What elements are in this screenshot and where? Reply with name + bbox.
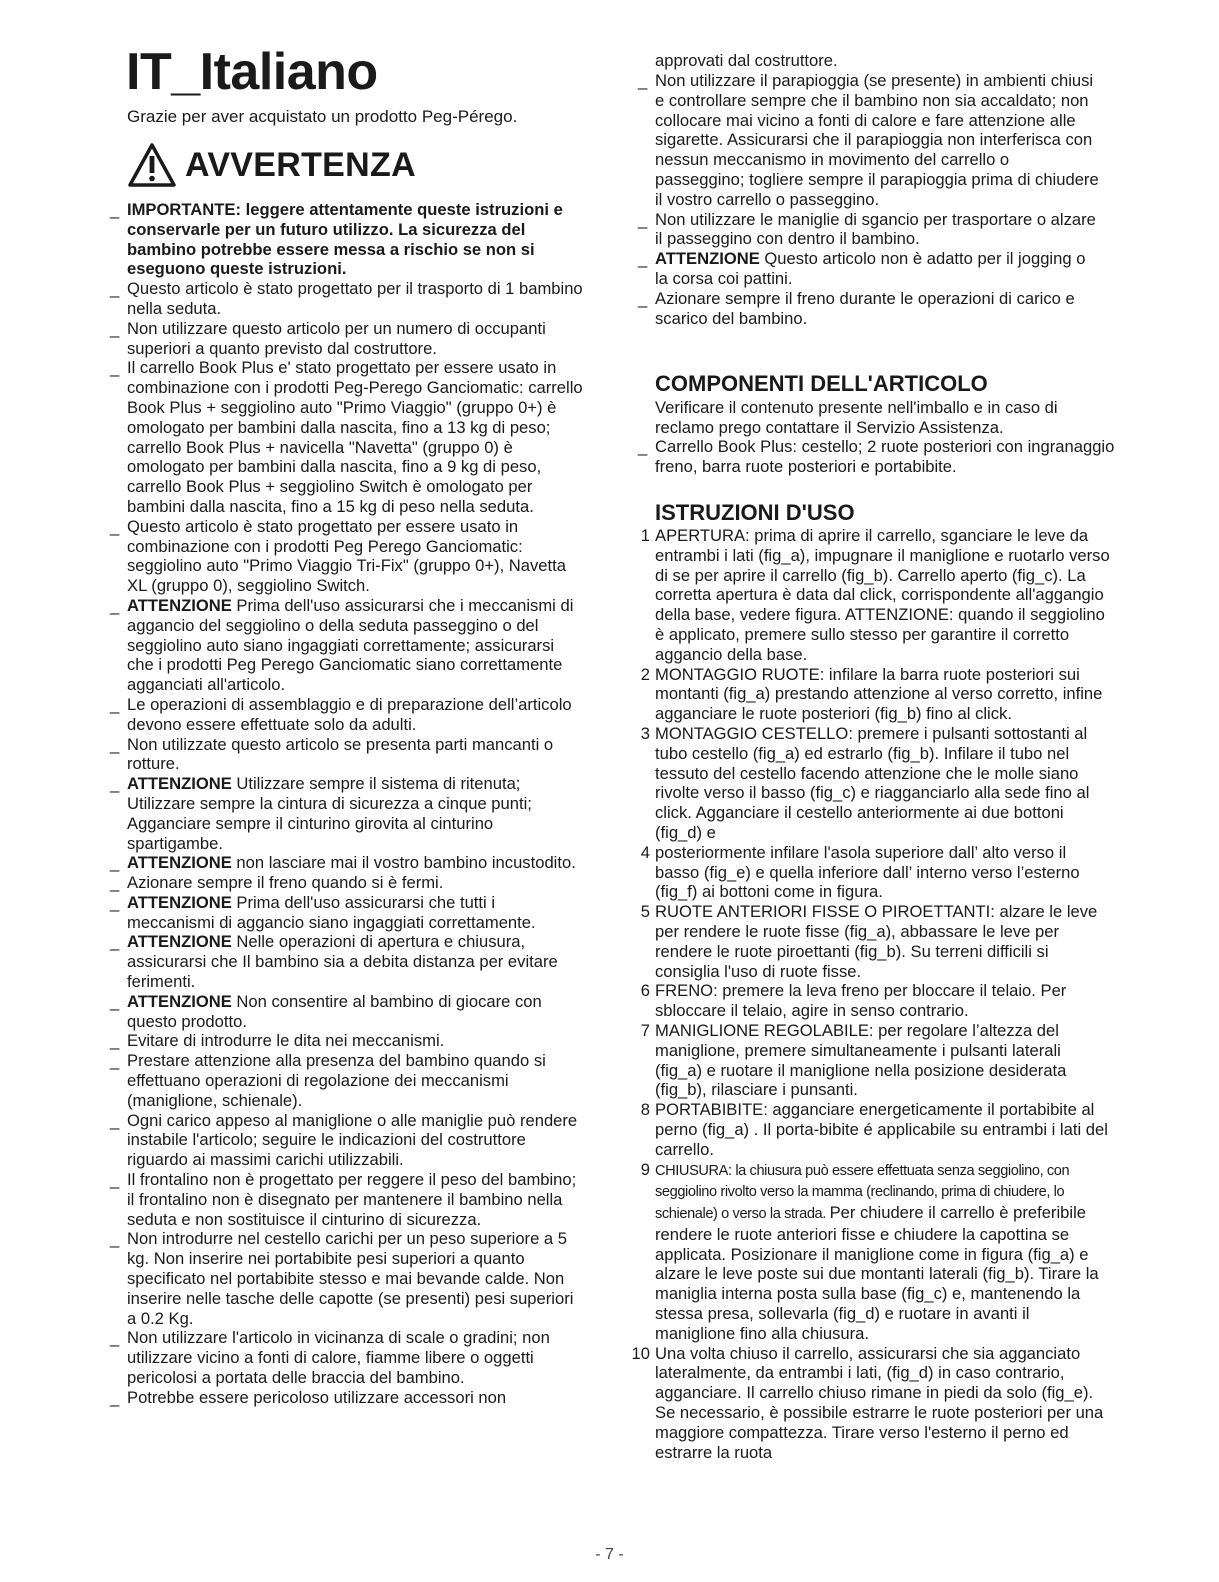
list-item bbox=[638, 437, 1118, 477]
list-item bbox=[110, 1328, 584, 1387]
step-number: 8 bbox=[640, 1100, 650, 1120]
list-item bbox=[110, 853, 584, 873]
step-number: 3 bbox=[640, 723, 650, 743]
step-text: APERTURA: prima di aprire il carrello, sganciare le leve da entrambi i lati (fig_a), impugnare il maniglione e ruotarlo verso di se per aprire il carrello (fig_b). Carrello aperto (fig_c). La corretta apertura è data dal click, corrispondente all'aggangio della base, vedere figura. ATTENZIONE: quando il seggiolino è applicato, premere sullo stesso per garantire il corretto aggancio della base. bbox=[655, 526, 1110, 664]
list-item-lead: ATTENZIONE bbox=[127, 853, 232, 873]
list-item bbox=[638, 249, 1100, 289]
continuation-text: approvati dal costruttore. bbox=[655, 51, 838, 70]
list-item-text: Non utilizzare il parapioggia (se presente) in ambienti chiusi e controllare sempre che il bambino non sia accaldato; non collocare mai vicino a fonti di calore e fare attenzione alle sigarette. Assicurarsi che il parapioggia non interferisca con nessun meccanismo in movimento del carrello o passeggino; togliere sempre il parapioggia prima di chiudere il vostro carrello o passeggino. bbox=[655, 71, 1099, 209]
list-item-text: Ogni carico appeso al maniglione o alle maniglie può rendere instabile l'articolo; seguire le indicazioni del costruttore riguardo ai massimi carichi utilizzabili. bbox=[127, 1110, 578, 1170]
list-item-text: Non introdurre nel cestello carichi per un peso superiore a 5 kg. Non inserire nei portabibite pesi superiori a quanto specificato nel portabibite stesso e mai bevande calde. Non inserire nelle tasche delle capotte (se presenti) pesi superiori a 0.2 Kg. bbox=[127, 1229, 574, 1328]
bullet-dash: _ bbox=[110, 1110, 120, 1130]
bullet-dash: _ bbox=[110, 358, 120, 378]
instruction-step bbox=[620, 1160, 1112, 1344]
components-intro: Verificare il contenuto presente nell'imballo e in caso di reclamo prego contattare il Servizio Assistenza. bbox=[655, 398, 1058, 437]
list-item bbox=[110, 1111, 584, 1170]
bullet-dash: _ bbox=[110, 1031, 120, 1051]
step-number: 10 bbox=[631, 1343, 650, 1363]
components-list bbox=[638, 437, 1118, 477]
bullet-dash: _ bbox=[110, 734, 120, 754]
warning-title: AVVERTENZA bbox=[185, 145, 416, 184]
step-number: 9 bbox=[640, 1159, 650, 1179]
list-item bbox=[638, 210, 1100, 250]
list-item bbox=[110, 1170, 584, 1229]
bullet-dash: _ bbox=[110, 873, 120, 893]
list-item-text: Non utilizzare questo articolo per un numero di occupanti superiori a quanto previsto dal costruttore. bbox=[127, 318, 546, 358]
list-item bbox=[110, 1388, 584, 1408]
list-item-text: Questo articolo è stato progettato per il trasporto di 1 bambino nella seduta. bbox=[127, 279, 583, 318]
bullet-dash: _ bbox=[110, 1229, 120, 1249]
list-item-text: Le operazioni di assemblaggio e di preparazione dell’articolo devono essere effettuate solo da adulti. bbox=[127, 694, 572, 734]
step-number: 7 bbox=[640, 1020, 650, 1040]
list-item-text: Prestare attenzione alla presenza del bambino quando si effettuano operazioni di regolazione dei meccanismi (maniglione, schienale). bbox=[127, 1051, 546, 1110]
step-number: 5 bbox=[640, 902, 650, 922]
step-text: RUOTE ANTERIORI FISSE O PIROETTANTI: alzare le leve per rendere le ruote fisse (fig_a), abbassare le leve per rendere le ruote piroettanti (fig_b). Su terreni difficili si consiglia l'uso di ruote fisse. bbox=[655, 902, 1098, 981]
bullet-dash: _ bbox=[110, 279, 120, 299]
list-item-lead: ATTENZIONE bbox=[127, 774, 232, 794]
warning-list-left bbox=[110, 200, 584, 1408]
bullet-dash: _ bbox=[110, 1170, 120, 1190]
list-item-text: Questo articolo non è adatto per il jogging o la corsa coi pattini. bbox=[655, 249, 1086, 288]
list-item bbox=[110, 596, 584, 695]
page-number: - 7 - bbox=[595, 1546, 624, 1563]
list-item-lead: ATTENZIONE bbox=[127, 932, 232, 952]
step-text: Per chiudere il carrello è preferibile rendere le ruote anteriori fisse e chiudere la capottina se applicata. Posizionare il maniglione come in figura (fig_a) e alzare le leve poste sui due montanti laterali (fig_b). Tirare la maniglia interna posta sulla base (fig_c) e, mantenendo la stessa presa, sollevarla (fig_d) e ruotare in avanti il maniglione fino alla chiusura. bbox=[655, 1203, 1099, 1343]
list-item bbox=[110, 774, 584, 853]
instruction-step bbox=[620, 665, 1112, 724]
list-item-text: Evitare di introdurre le dita nei meccanismi. bbox=[127, 1031, 445, 1051]
bullet-dash: _ bbox=[110, 318, 120, 338]
bullet-dash: _ bbox=[110, 932, 120, 952]
bullet-dash: _ bbox=[110, 516, 120, 536]
list-item bbox=[110, 735, 584, 775]
list-item bbox=[110, 358, 584, 516]
step-text-condensed: CHIUSURA: la chiusura può essere effettuata senza seggiolino, con seggiolino rivolto verso la mamma (reclinando, prima di chiudere, lo schienale) o verso la strada. bbox=[655, 1162, 1070, 1223]
instruction-step bbox=[620, 902, 1112, 981]
list-item-lead: ATTENZIONE bbox=[655, 249, 760, 269]
list-item bbox=[110, 1051, 584, 1110]
list-item bbox=[110, 695, 584, 735]
list-item bbox=[110, 517, 584, 596]
step-number: 6 bbox=[640, 981, 650, 1001]
bullet-dash: _ bbox=[638, 249, 648, 269]
instruction-step bbox=[620, 724, 1112, 843]
warning-heading bbox=[127, 142, 416, 188]
instruction-step bbox=[620, 1344, 1112, 1463]
list-item-text: Non utilizzare l'articolo in vicinanza di scale o gradini; non utilizzare vicino a fonti di calore, fiamme libere o oggetti pericolosi a portata delle braccia del bambino. bbox=[127, 1328, 550, 1388]
bullet-dash: _ bbox=[110, 991, 120, 1011]
list-item-text: Utilizzare sempre il sistema di ritenuta; Utilizzare sempre la cintura di sicurezza a cinque punti; Agganciare sempre il cinturino girovita al cinturino spartigambe. bbox=[127, 774, 532, 853]
list-item bbox=[110, 873, 584, 893]
bullet-dash: _ bbox=[110, 200, 120, 219]
step-text: PORTABIBITE: agganciare energeticamente il portabibite al perno (fig_a) . Il porta-bibite é applicabile su entrambi i lati del carrello. bbox=[655, 1100, 1108, 1159]
instruction-step bbox=[620, 1100, 1112, 1159]
instruction-step bbox=[620, 526, 1112, 665]
list-item-text: Questo articolo è stato progettato per essere usato in combinazione con i prodotti Peg Perego Ganciomatic: seggiolino auto "Primo Viaggio Tri-Fix" (gruppo 0+), Navetta XL (gruppo 0), seggiolino Switch. bbox=[127, 516, 566, 596]
list-item bbox=[110, 319, 584, 359]
warning-list-right bbox=[638, 71, 1100, 328]
list-item bbox=[638, 71, 1100, 210]
step-number: 4 bbox=[640, 842, 650, 862]
list-item-text: Prima dell'uso assicurarsi che tutti i meccanismi di aggancio siano ingaggiati correttamente. bbox=[127, 892, 536, 932]
list-item-text: Non consentire al bambino di giocare con questo prodotto. bbox=[127, 991, 542, 1031]
list-item-text: Il carrello Book Plus e' stato progettato per essere usato in combinazione con i prodotti Peg-Perego Ganciomatic: carrello Book Plus + seggiolino auto "Primo Viaggio" (gruppo 0+) è omologato per bambini dalla nascita, fino a 13 kg di peso; carrello Book Plus + navicella "Navetta" (gruppo 0) è omologato per bambini dalla nascita, fino a 9 kg di peso, carrello Book Plus + seggiolino Switch è omologato per bambini dalla nascita, fino a 15 kg di peso nella seduta. bbox=[127, 358, 583, 516]
step-text: posteriormente infilare l'asola superiore dall’ alto verso il basso (fig_e) e quella inferiore dall’ interno verso l’esterno (fig_f) ai bottoni come in figura. bbox=[655, 842, 1080, 902]
bullet-dash: _ bbox=[110, 1051, 120, 1071]
list-item bbox=[110, 893, 584, 933]
list-item-text: Non utilizzare le maniglie di sgancio per trasportare o alzare il passeggino con dentro il bambino. bbox=[655, 209, 1096, 249]
list-item-text: Prima dell'uso assicurarsi che i meccanismi di aggancio del seggiolino o della seduta passeggino o del seggiolino auto siano ingaggiati correttamente; assicurarsi che i prodotti Peg Perego Ganciomatic siano correttamente agganciati all'articolo. bbox=[127, 595, 574, 695]
list-item-lead: IMPORTANTE: leggere attentamente queste istruzioni e conservarle per un futuro utilizzo. La sicurezza del bambino potrebbe essere messa a rischio se non si eseguono queste istruzioni. bbox=[127, 200, 563, 279]
warning-triangle-icon bbox=[127, 142, 177, 188]
bullet-dash: _ bbox=[638, 288, 648, 308]
step-text: Una volta chiuso il carrello, assicurarsi che sia agganciato lateralmente, da entrambi i lati, (fig_d) in caso contrario, agganciare. Il carrello chiuso rimane in piedi da solo (fig_e). Se necessario, è possibile estrarre le ruote posteriori per una maggiore compattezza. Tirare verso l'esterno il perno ed estrarre la ruota bbox=[655, 1343, 1104, 1462]
page-subtitle: Grazie per aver acquistato un prodotto Peg-Pérego. bbox=[127, 107, 518, 126]
list-item bbox=[110, 992, 584, 1032]
list-item bbox=[110, 1031, 584, 1051]
step-text: FRENO: premere la leva freno per bloccare il telaio. Per sbloccare il telaio, agire in senso contrario. bbox=[655, 981, 1067, 1021]
list-item-text: non lasciare mai il vostro bambino incustodito. bbox=[231, 853, 576, 873]
list-item-text: Non utilizzate questo articolo se presenta parti mancanti o rotture. bbox=[127, 734, 554, 774]
bullet-dash: _ bbox=[110, 595, 120, 615]
page-title: IT_Italiano bbox=[126, 43, 378, 101]
list-item bbox=[110, 932, 584, 991]
list-item-text: Potrebbe essere pericoloso utilizzare accessori non bbox=[127, 1387, 507, 1407]
bullet-dash: _ bbox=[110, 694, 120, 714]
bullet-dash: _ bbox=[110, 1328, 120, 1348]
list-item bbox=[110, 279, 584, 319]
list-item-lead: ATTENZIONE bbox=[127, 595, 232, 615]
bullet-dash: _ bbox=[638, 209, 648, 229]
step-text: MONTAGGIO CESTELLO: premere i pulsanti sottostanti al tubo cestello (fig_a) ed estrarlo (fig_b). Infilare il tubo nel tessuto del cestello facendo attenzione che le molle siano rivolte verso il basso (fig_c) e riagganciarlo alla sede fino al click. Agganciare il cestello anteriormente ai due bottoni (fig_d) e bbox=[655, 723, 1090, 842]
list-item-lead: ATTENZIONE bbox=[127, 892, 232, 912]
list-item-text: Carrello Book Plus: cestello; 2 ruote posteriori con ingranaggio freno, barra ruote posteriori e portabibite. bbox=[655, 437, 1115, 476]
bullet-dash: _ bbox=[110, 1387, 120, 1407]
bullet-dash: _ bbox=[110, 892, 120, 912]
instruction-step bbox=[620, 843, 1112, 902]
list-item-lead: ATTENZIONE bbox=[127, 991, 232, 1011]
bullet-dash: _ bbox=[110, 853, 120, 873]
bullet-dash: _ bbox=[638, 71, 648, 90]
step-text: MANIGLIONE REGOLABILE: per regolare l’altezza del maniglione, premere simultaneamente i pulsanti laterali (fig_a) e ruotare il maniglione nella posizione desiderata (fig_b), rilasciare i punsanti. bbox=[655, 1020, 1067, 1100]
instructions-list bbox=[620, 526, 1112, 1462]
list-item bbox=[110, 1229, 584, 1328]
list-item-text: Nelle operazioni di apertura e chiusura, assicurarsi che Il bambino sia a debita distanza per evitare ferimenti. bbox=[127, 932, 558, 992]
instruction-step bbox=[620, 981, 1112, 1021]
list-item bbox=[110, 200, 584, 279]
instruction-step bbox=[620, 1021, 1112, 1100]
components-title: COMPONENTI DELL'ARTICOLO bbox=[655, 371, 988, 396]
bullet-dash: _ bbox=[638, 437, 648, 456]
list-item-text: Azionare sempre il freno durante le operazioni di carico e scarico del bambino. bbox=[655, 288, 1075, 328]
list-item bbox=[638, 289, 1100, 329]
bullet-dash: _ bbox=[110, 774, 120, 794]
list-item-text: Azionare sempre il freno quando si è fermi. bbox=[127, 873, 444, 893]
list-item-text: Il frontalino non è progettato per reggere il peso del bambino; il frontalino non è disegnato per mantenere il bambino nella seduta e non sostituisce il cinturino di sicurezza. bbox=[127, 1170, 577, 1229]
instructions-title: ISTRUZIONI D'USO bbox=[655, 500, 855, 525]
step-number: 2 bbox=[640, 664, 650, 684]
step-number: 1 bbox=[640, 526, 650, 545]
step-text: MONTAGGIO RUOTE: infilare la barra ruote posteriori sui montanti (fig_a) prestando attenzione al verso corretto, infine agganciare le ruote posteriori (fig_b) fino al click. bbox=[655, 664, 1103, 724]
